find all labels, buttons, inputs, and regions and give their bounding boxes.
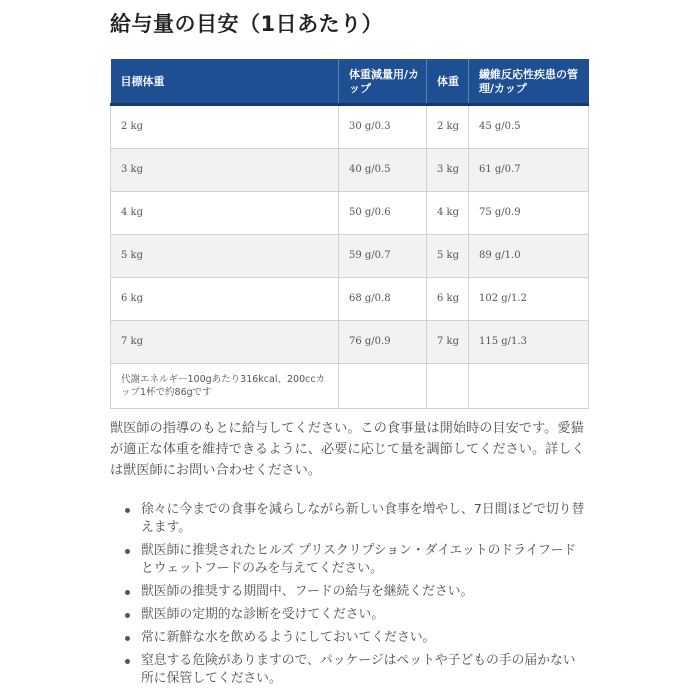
cell-target-weight: 7 kg — [111, 321, 339, 364]
list-item — [110, 652, 588, 688]
intro-paragraph: 獣医師の指導のもとに給与してください。この食事量は開始時の目安です。愛猫が適正な体重を維持できるように、必要に応じて量を調節してください。詳しくは獣医師にお問い合わせください。 — [110, 421, 585, 478]
list-item-text: 徐々に今までの食事を減らしながら新しい食事を増やし、7日間ほどで切り替えます。 — [141, 502, 585, 535]
list-item-text: 窒息する危険がありますので、パッケージはペットや子どもの手の届かない所に保管してください。 — [141, 653, 576, 686]
list-item-text: 常に新鮮な水を飲めるようにしておいてください。 — [141, 630, 436, 645]
cell-weight: 6 kg — [427, 278, 469, 321]
cell-target-weight: 6 kg — [111, 278, 339, 321]
cell-weight: 3 kg — [427, 149, 469, 192]
header-target-weight: 目標体重 — [111, 59, 339, 105]
cell-fiber-cup: 75 g/0.9 — [469, 192, 589, 235]
table-note-row — [111, 364, 589, 409]
empty-cell — [427, 364, 469, 409]
bullet-icon — [125, 508, 130, 513]
empty-cell — [469, 364, 589, 409]
notes-list — [110, 501, 588, 693]
list-item-text: 獣医師の定期的な診断を受けてください。 — [141, 607, 385, 622]
list-item — [110, 542, 588, 578]
feeding-table — [110, 59, 589, 409]
header-weight: 体重 — [427, 59, 469, 105]
cell-weight-loss-cup: 76 g/0.9 — [339, 321, 427, 364]
cell-fiber-cup: 89 g/1.0 — [469, 235, 589, 278]
cell-fiber-cup: 102 g/1.2 — [469, 278, 589, 321]
list-item — [110, 606, 588, 624]
cell-weight: 7 kg — [427, 321, 469, 364]
list-item — [110, 501, 588, 537]
cell-weight-loss-cup: 59 g/0.7 — [339, 235, 427, 278]
table-row — [111, 235, 589, 278]
table-row — [111, 278, 589, 321]
bullet-icon — [125, 590, 130, 595]
cell-weight: 2 kg — [427, 105, 469, 149]
cell-weight: 4 kg — [427, 192, 469, 235]
cell-target-weight: 4 kg — [111, 192, 339, 235]
header-fiber-cup: 繊維反応性疾患の管理/カップ — [469, 59, 589, 105]
table-header-row — [111, 59, 589, 105]
bullet-icon — [125, 636, 130, 641]
empty-cell — [339, 364, 427, 409]
bullet-icon — [125, 659, 130, 664]
list-item — [110, 629, 588, 647]
page-title: 給与量の目安（1日あたり） — [110, 12, 384, 36]
cell-weight-loss-cup: 40 g/0.5 — [339, 149, 427, 192]
energy-note: 代謝エネルギー100gあたり316kcal、200ccカップ1杯で約86gです — [111, 364, 339, 409]
list-item-text: 獣医師に推奨されたヒルズ プリスクリプション・ダイエットのドライフードとウェットフードのみを与えてください。 — [141, 543, 577, 576]
cell-target-weight: 5 kg — [111, 235, 339, 278]
cell-fiber-cup: 45 g/0.5 — [469, 105, 589, 149]
bullet-icon — [125, 613, 130, 618]
cell-fiber-cup: 115 g/1.3 — [469, 321, 589, 364]
cell-target-weight: 3 kg — [111, 149, 339, 192]
cell-weight-loss-cup: 68 g/0.8 — [339, 278, 427, 321]
list-item-text: 獣医師の推奨する期間中、フードの給与を継続ください。 — [141, 584, 474, 599]
cell-weight: 5 kg — [427, 235, 469, 278]
list-item — [110, 583, 588, 601]
table-row — [111, 192, 589, 235]
cell-weight-loss-cup: 30 g/0.3 — [339, 105, 427, 149]
table-row — [111, 321, 589, 364]
table-row — [111, 149, 589, 192]
table-row — [111, 105, 589, 149]
bullet-icon — [125, 549, 130, 554]
cell-target-weight: 2 kg — [111, 105, 339, 149]
cell-weight-loss-cup: 50 g/0.6 — [339, 192, 427, 235]
cell-fiber-cup: 61 g/0.7 — [469, 149, 589, 192]
header-weight-loss-cup: 体重減量用/カップ — [339, 59, 427, 105]
